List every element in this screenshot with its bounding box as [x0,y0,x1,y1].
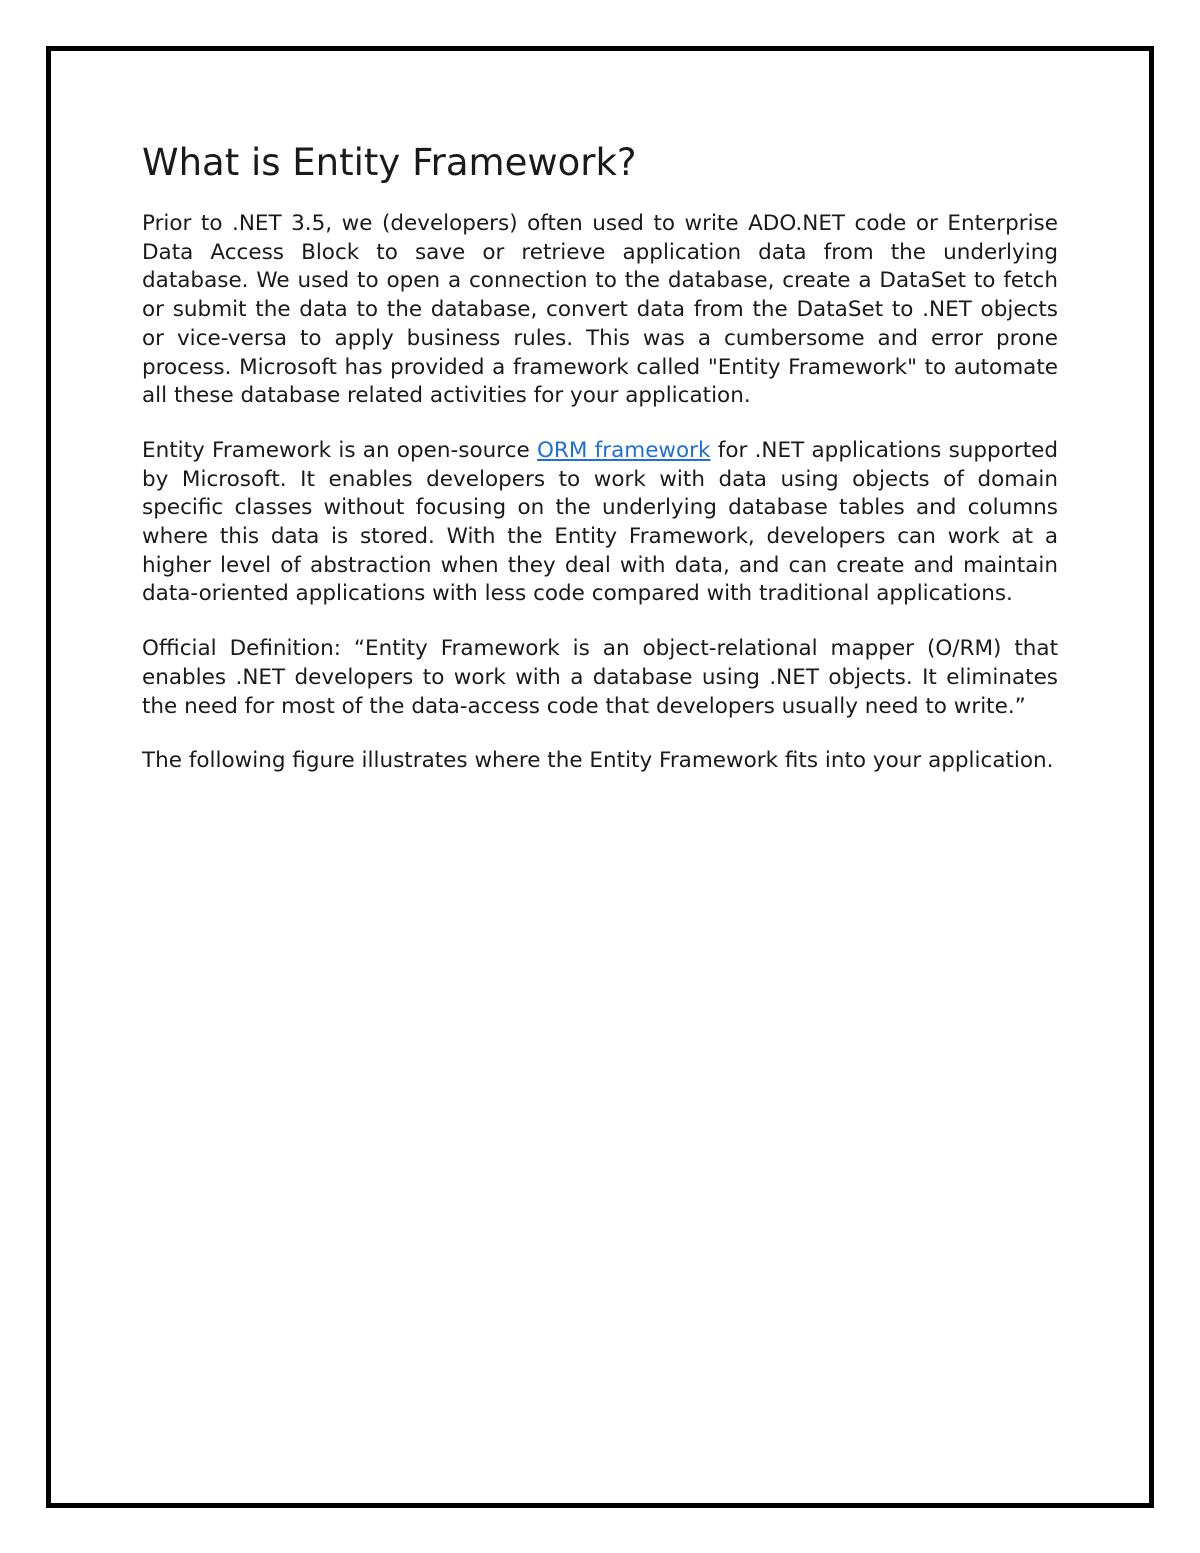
paragraph-orm-before-link: Entity Framework is an open-source [142,437,537,463]
paragraph-official-definition: Official Definition: “Entity Framework is an object-relational mapper (O/RM) that enables .NET developers to work with a database using .NET objects. It eliminates the need for most of the data-access code that developers usually need to write.” [142,636,1058,719]
paragraph-intro: Prior to .NET 3.5, we (developers) often used to write ADO.NET code or Enterprise Data Access Block to save or retrieve application data from the underlying database. We used to open a connection to the database, create a DataSet to fetch or submit the data to the database, convert data from the DataSet to .NET objects or vice-versa to apply business rules. This was a cumbersome and error prone process. Microsoft has provided a framework called "Entity Framework" to automate all these database related activities for your application. [142,211,1058,409]
page-title: What is Entity Framework? [142,141,637,184]
orm-framework-link[interactable]: ORM framework [536,437,711,463]
document-body [142,140,1058,802]
paragraph-orm-after-link: for .NET applications supported by Microsoft. It enables developers to work with data using objects of domain specific classes without focusing on the underlying database tables and columns where this data is stored. With the Entity Framework, developers can work at a higher level of abstraction when they deal with data, and can create and maintain data-oriented applications with less code compared with traditional applications. [142,437,1059,607]
paragraph-orm [142,437,1058,609]
paragraph-figure-intro: The following figure illustrates where the Entity Framework fits into your application. [142,748,1054,774]
